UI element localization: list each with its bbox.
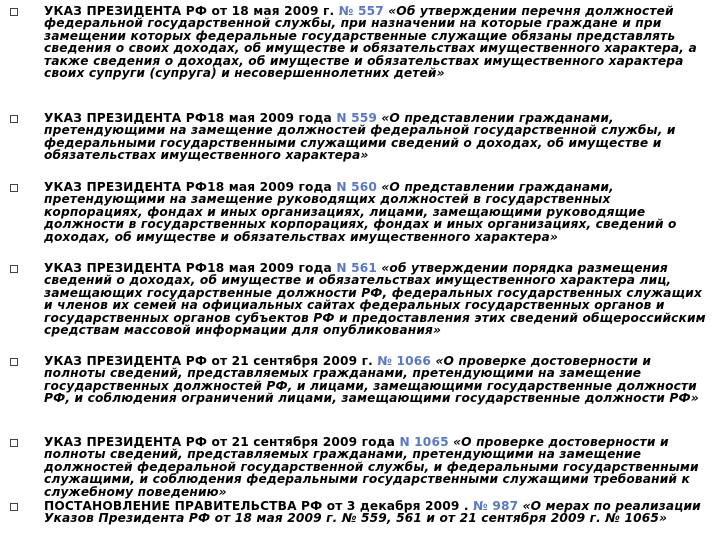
item-text (44, 112, 708, 162)
item-prefix: УКАЗ ПРЕЗИДЕНТА РФ18 мая 2009 года (44, 111, 337, 125)
item-text (44, 262, 708, 336)
item-prefix: УКАЗ ПРЕЗИДЕНТА РФ18 мая 2009 года (44, 261, 337, 275)
square-bullet-icon (10, 503, 18, 511)
item-title: «Об утверждении перечня должностей федеральной государственной службы, при назначении на которые граждане и при замещении которых федеральные государственные служащие обязаны представлять сведения о своих доходах, об имуществе и обязательствах имущественного характера, а также сведения о доходах, об имуществе и обязательствах имущественного характера своих супруги (супруга) и несовершеннолетних детей» (44, 4, 697, 81)
item-title: «О представлении гражданами, претендующими на замещение руководящих должностей в государственных корпорациях, фондах и иных организациях, лицами, замещающими руководящие должности в государственных корпорациях, фондах и иных организациях, сведений о доходах, об имуществе и обязательствах имущественного характера» (44, 180, 677, 244)
document-number: № 557 (338, 4, 384, 18)
document-number: № 1066 (377, 354, 432, 368)
document-number: № 987 (473, 499, 519, 513)
item-title: «О проверке достоверности и полноты сведений, представляемых гражданами, претендующими на замещение государственных должностей РФ, и лицами, замещающими государственные должности РФ, и соблюдения ограничений лицами, замещающими государственные должности РФ» (44, 354, 699, 406)
item-title: «об утверждении порядка размещения сведений о доходах, об имуществе и обязательствах имущественного характера лиц, замещающих государственные должности РФ, федеральных государственных служащих и членов их семей на официальных сайтах федеральных государственных органов и государственных органов субъектов РФ и предоставления этих сведений общероссийским средствам массовой информации для опубликования» (44, 261, 706, 338)
square-bullet-icon (10, 184, 18, 192)
item-prefix: ПОСТАНОВЛЕНИЕ ПРАВИТЕЛЬСТВА РФ от 3 декабря 2009 . (44, 499, 474, 513)
item-text (44, 500, 708, 525)
item-title: «О проверке достоверности и полноты сведений, представляемых гражданами, претендующими на замещение должностей федеральной государственной службы, и федеральными государственными служащими, и соблюдения федеральными государственными служащими требований к служебному поведению» (44, 435, 699, 499)
item-prefix: УКАЗ ПРЕЗИДЕНТА РФ18 мая 2009 года (44, 180, 337, 194)
item-title: «О представлении гражданами, претендующими на замещение должностей федеральной государственной службы, и федеральными государственными служащими сведений о доходах, об имуществе и обязательствах имущественного характера» (44, 111, 676, 163)
document-number: N 559 (336, 111, 377, 125)
square-bullet-icon (10, 358, 18, 366)
item-text (44, 181, 708, 243)
document-number: N 561 (336, 261, 377, 275)
square-bullet-icon (10, 265, 18, 273)
item-prefix: УКАЗ ПРЕЗИДЕНТА РФ от 18 мая 2009 г. (44, 4, 339, 18)
item-title: «О мерах по реализации Указов Президента РФ от 18 мая 2009 г. № 559, 561 и от 21 сентября 2009 г. № 1065» (44, 499, 701, 526)
square-bullet-icon (10, 8, 18, 16)
document-number: N 560 (336, 180, 377, 194)
square-bullet-icon (10, 439, 18, 447)
item-prefix: УКАЗ ПРЕЗИДЕНТА РФ от 21 сентября 2009 г. (44, 354, 378, 368)
item-prefix: УКАЗ ПРЕЗИДЕНТА РФ от 21 сентября 2009 года (44, 435, 400, 449)
item-text (44, 436, 708, 498)
item-text (44, 355, 708, 405)
item-text (44, 5, 708, 79)
document-number: N 1065 (399, 435, 449, 449)
square-bullet-icon (10, 115, 18, 123)
